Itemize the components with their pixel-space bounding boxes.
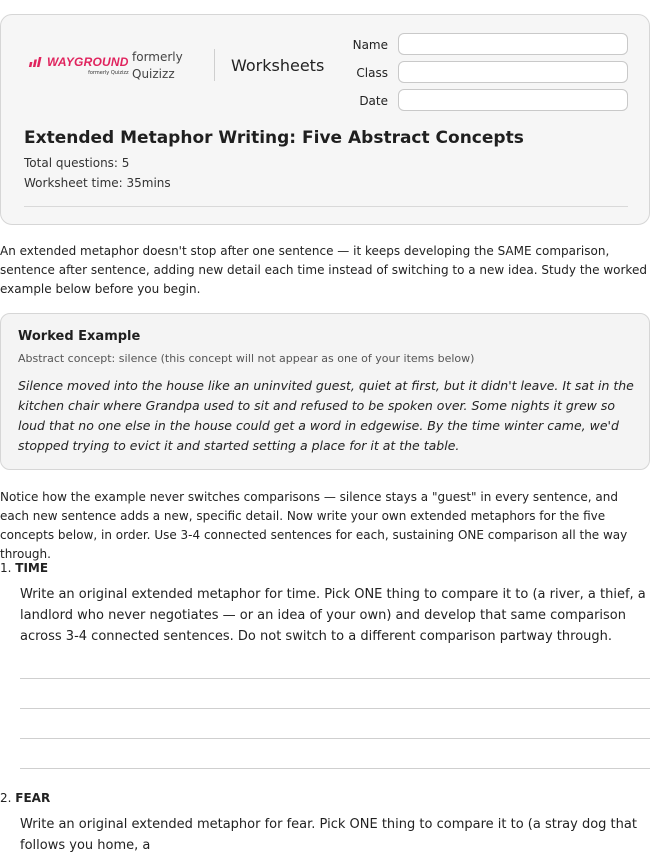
wayground-logo — [31, 55, 129, 76]
worked-example-card — [0, 313, 650, 470]
worksheet-header — [0, 14, 650, 225]
example-body: Silence moved into the house like an uninvited guest, quiet at first, but it didn't leave. It sat in the kitchen chair where Grandpa used to sit and refused to be spoken over. Some nights it grew so loud that no one else in the house could get a word in edgewise. By the time winter came, we'd stopped trying to evict it and started setting a place for it at the table. — [18, 378, 634, 453]
worksheets-label: Worksheets — [231, 56, 325, 75]
name-field[interactable] — [398, 33, 628, 55]
question-number: 2. — [0, 791, 12, 805]
question-concept: FEAR — [15, 791, 51, 805]
answer-line[interactable] — [20, 738, 650, 739]
answer-line[interactable] — [20, 678, 650, 679]
question-2-heading — [0, 791, 50, 805]
class-label: Class — [356, 66, 388, 80]
date-field[interactable] — [398, 89, 628, 111]
question-1-heading — [0, 561, 48, 575]
example-subtitle: Abstract concept: silence (this concept will not appear as one of your items below) — [18, 352, 475, 365]
date-label: Date — [359, 94, 388, 108]
header-rule — [24, 206, 628, 207]
example-title: Worked Example — [18, 329, 141, 344]
instructions-paragraph: Notice how the example never switches comparisons — silence stays a "guest" in every sentence, and each new sentence adds a new, specific detail. Now write your own extended metaphors for the five concepts below, in order. Use 3-4 connected sentences for each, sustaining ONE comparison all the way through. — [0, 490, 628, 561]
logo-subtext: formerly Quizizz — [88, 70, 129, 76]
worksheet-title: Extended Metaphor Writing: Five Abstract Concepts — [24, 128, 524, 148]
total-questions: Total questions: 5 — [24, 156, 130, 170]
worksheet-time: Worksheet time: 35mins — [24, 176, 171, 190]
intro-paragraph: An extended metaphor doesn't stop after one sentence — it keeps developing the SAME comparison, sentence after sentence, adding new detail each time instead of switching to a new idea. Study the worked example below before you begin. — [0, 244, 647, 296]
formerly-quizizz-text: formerly Quizizz — [132, 50, 183, 81]
logo-wordmark: WAYGROUND — [47, 55, 129, 69]
answer-line[interactable] — [20, 768, 650, 769]
question-1-prompt: Write an original extended metaphor for time. Pick ONE thing to compare it to (a river, a thief, a landlord who never negotiates — or an idea of your own) and develop that same comparison across 3-4 connected sentences. Do not switch to a different comparison partway through. — [20, 587, 646, 644]
class-field[interactable] — [398, 61, 628, 83]
header-divider — [214, 49, 215, 81]
question-number: 1. — [0, 561, 12, 575]
question-concept: TIME — [15, 561, 49, 575]
answer-line[interactable] — [20, 708, 650, 709]
question-2-prompt: Write an original extended metaphor for fear. Pick ONE thing to compare it to (a stray dog that follows you home, a — [20, 817, 637, 853]
wayground-mark-icon — [31, 57, 45, 67]
name-label: Name — [352, 38, 388, 52]
